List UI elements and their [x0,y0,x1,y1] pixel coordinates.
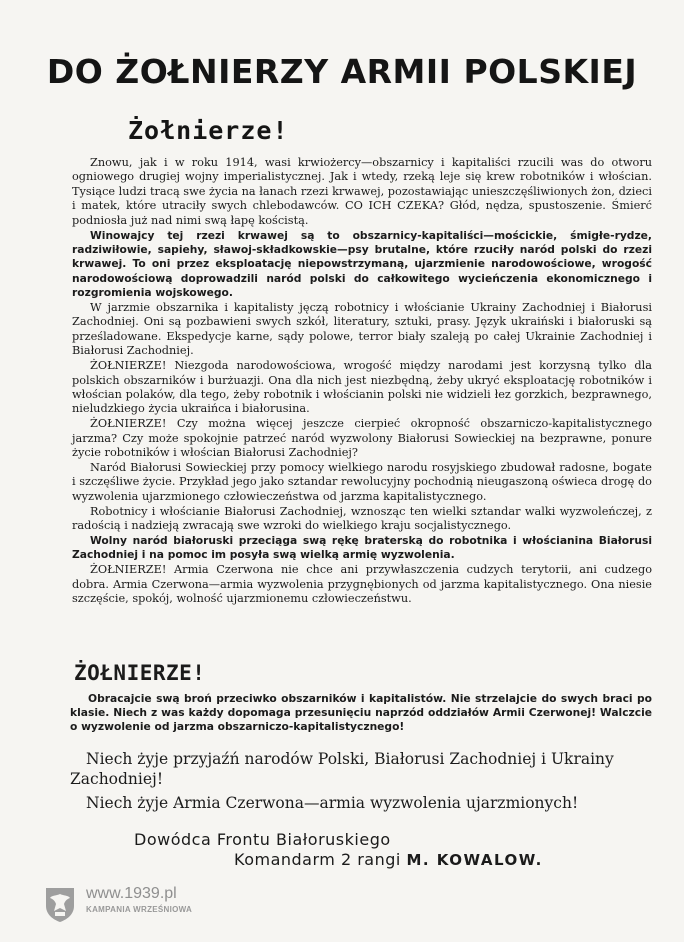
paragraph: Winowajcy tej rzezi krwawej są to obszarnicy-kapitaliści—mościckie, śmigłe-rydze, radziwiłowie, sapiehy, sławoj-składkowskie—psy brutalne, które rzuciły naród polski do rzezi krwawej. To oni przez eksploatację niepowstrzymaną, ujarzmienie narodowościowe, wrogość narodowościową doprowadzili naród polski do całkowitego wycieńczenia ekonomicznego i rozgromienia wojskowego. [72,228,652,300]
appeal-paragraph: Obracajcie swą broń przeciwko obszarników i kapitalistów. Nie strzelajcie do swych braci po klasie. Niech z was każdy dopomaga przesunięciu naprzód oddziałów Armii Czerwonej! Walczcie o wyzwolenie od jarzma obszarniczo-kapitalistycznego! [70,692,652,734]
paragraph: ŻOŁNIERZE! Niezgoda narodowościowa, wrogość między narodami jest korzysną tylko dla polskich obszarników i burżuazji. Ona dla nich jest niezbędną, żeby ukryć eksploatację robotników i włościan polaków, dla tego, żeby robotnik i włościanin polski nie widzieli łez gorzkich, bezprawnego, nieludzkiego życia ukraińca i białorusina. [72,359,652,416]
paragraph: Wolny naród białoruski przeciąga swą rękę braterską do robotnika i włościanina Białorusi Zachodniej i na pomoc im posyła swą wielką armię wyzwolenia. [72,534,652,562]
watermark-url: www.1939.pl [86,885,177,902]
paragraph: Robotnicy i włościanie Białorusi Zachodniej, wznosząc ten wielki sztandar walki wyzwoleńczej, z radością i nadzieją zwracają swe wzroki do wielkiego kraju socjalistycznego. [72,504,652,533]
watermark-logo [40,884,230,924]
signature-name: M. KOWALOW. [406,851,543,869]
signature-title: Dowódca Frontu Białoruskiego [134,830,391,849]
slogan-friendship: Niech żyje przyjaźń narodów Polski, Białorusi Zachodniej i Ukrainy Zachodniej! [70,750,614,788]
salutation: Żołnierze! [128,116,289,145]
signature-rank: Komandarm 2 rangi [234,850,401,869]
watermark-subtitle: KAMPANIA WRZEŚNIOWA [86,905,193,914]
leaflet-title: DO ŻOŁNIERZY ARMII POLSKIEJ [46,52,638,91]
signature-rank-line [234,850,543,869]
paragraph: W jarzmie obszarnika i kapitalisty jęczą robotnicy i włościanie Ukrainy Zachodniej i Białorusi Zachodniej. Oni są pozbawieni swych szkół, literatury, sztuki, prasy. Język ukraiński i białoruski są prześladowane. Ekspedycje karne, sądy polowe, terror biały szaleją po całej Ukrainie Zachodniej i Białorusi Zachodniej. [72,301,652,358]
paragraph: Znowu, jak i w roku 1914, wasi krwiożercy—obszarnicy i kapitaliści rzucili was do otworu ogniowego drugiej wojny imperialistycznej. Jak i wtedy, rzeką leje się krew robotników i włościan. Tysiące ludzi tracą swe życia na łanach rzezi krwawej, pozostawiając unieszczęśliwionych żon, dzieci i matek, które utraciły swych chlebodawców. CO ICH CZEKA? Głód, nędza, spustoszenie. Śmierć podniosła już nad nimi swą łapę kościstą. [72,156,652,227]
eagle-emblem-icon [40,884,80,924]
paragraph: ŻOŁNIERZE! Czy można więcej jeszcze cierpieć okropność obszarniczo-kapitalistycznego jarzma? Czy może spokojnie patrzeć naród wyzwolony Białorusi Sowieckiej na bezprawne, ponure życie robotników i włościan Białorusi Zachodniej? [72,417,652,460]
second-salutation: ŻOŁNIERZE! [74,661,206,685]
paragraph: Naród Białorusi Sowieckiej przy pomocy wielkiego narodu rosyjskiego zbudował radosne, bogate i szczęśliwe życie. Przykład jego jako sztandar rewolucyjny pochodnią nieugaszoną oświeca drogę do wyzwolenia ujarzmionego człowieczeństwa od jarzma kapitalistycznego. [72,461,652,503]
leaflet-body [72,156,652,607]
slogan-red-army: Niech żyje Armia Czerwona—armia wyzwolenia ujarzmionych! [86,794,579,812]
paragraph: ŻOŁNIERZE! Armia Czerwona nie chce ani przywłaszczenia cudzych terytorii, ani cudzego dobra. Armia Czerwona—armia wyzwolenia przygnębionych od jarzma kapitalistycznego. Ona niesie szczęście, spokój, wolność ujarzmionemu człowieczeństwu. [72,563,652,606]
